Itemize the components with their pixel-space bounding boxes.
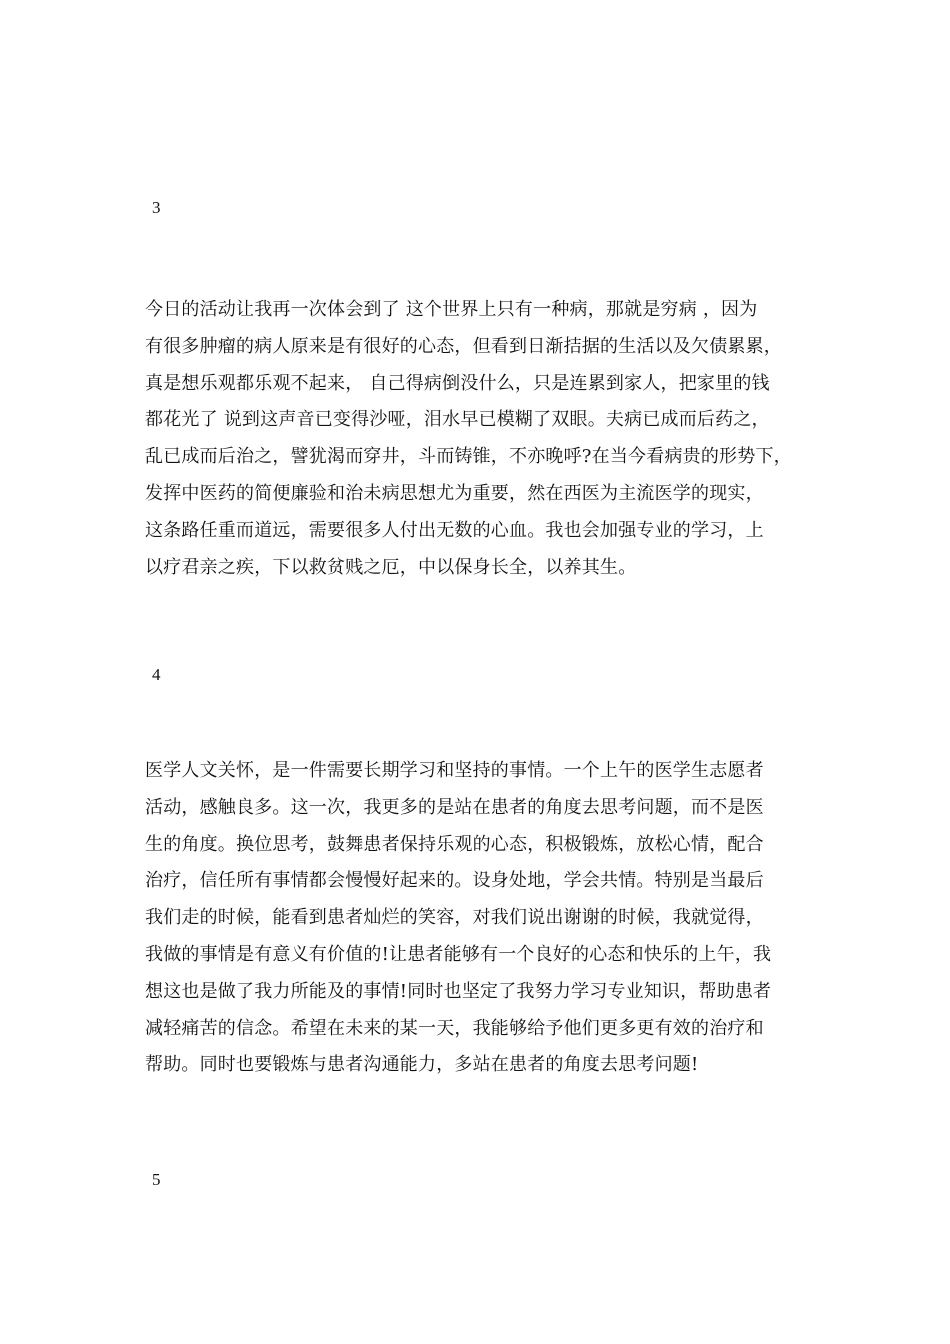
paragraph: [145, 753, 835, 1084]
paragraph-line: 真是想乐观都乐观不起来， 自己得病倒没什么，只是连累到家人，把家里的钱: [145, 372, 770, 394]
section-number: 4: [152, 665, 161, 684]
paragraph-line: 这条路任重而道远，需要很多人付出无数的心血。我也会加强专业的学习，上: [145, 519, 764, 541]
paragraph: [145, 292, 835, 586]
paragraph-line: 活动，感触良多。这一次，我更多的是站在患者的角度去思考问题，而不是医: [145, 796, 764, 818]
paragraph-line: 想这也是做了我力所能及的事情!同时也坚定了我努力学习专业知识，帮助患者: [145, 980, 772, 1002]
section-number: 5: [152, 1170, 161, 1189]
paragraph-line: 发挥中医药的简便廉验和治未病思想尤为重要，然在西医为主流医学的现实，: [145, 482, 764, 504]
paragraph-line: 今日的活动让我再一次体会到了 这个世界上只有一种病，那就是穷病 ，因为: [145, 299, 758, 320]
paragraph-line: 减轻痛苦的信念。希望在未来的某一天，我能够给予他们更多更有效的治疗和: [145, 1017, 764, 1039]
paragraph-line: 有很多肿瘤的病人原来是有很好的心态，但看到日渐拮据的生活以及欠债累累，: [145, 335, 782, 357]
paragraph-line: 我们走的时候，能看到患者灿烂的笑容，对我们说出谢谢的时候，我就觉得，: [145, 907, 764, 929]
paragraph-line: 治疗，信任所有事情都会慢慢好起来的。设身处地，学会共情。特别是当最后: [145, 870, 764, 892]
paragraph-line: 都花光了 说到这声音已变得沙哑，泪水早已模糊了双眼。夫病已成而后药之，: [145, 409, 770, 431]
paragraph-line: 医学人文关怀，是一件需要长期学习和坚持的事情。一个上午的医学生志愿者: [145, 760, 764, 781]
paragraph-line: 生的角度。换位思考，鼓舞患者保持乐观的心态，积极锻炼，放松心情，配合: [145, 833, 764, 855]
paragraph-line: 帮助。同时也要锻炼与患者沟通能力，多站在患者的角度去思考问题!: [145, 1054, 699, 1076]
paragraph-line: 以疗君亲之疾，下以救贫贱之厄，中以保身长全，以养其生。: [145, 556, 637, 578]
section-number: 3: [152, 198, 161, 217]
paragraph-line: 我做的事情是有意义有价值的!让患者能够有一个良好的心态和快乐的上午，我: [145, 943, 772, 965]
paragraph-line: 乱已成而后治之，譬犹渴而穿井，斗而铸锥，不亦晚呼?在当今看病贵的形势下，: [145, 446, 792, 468]
